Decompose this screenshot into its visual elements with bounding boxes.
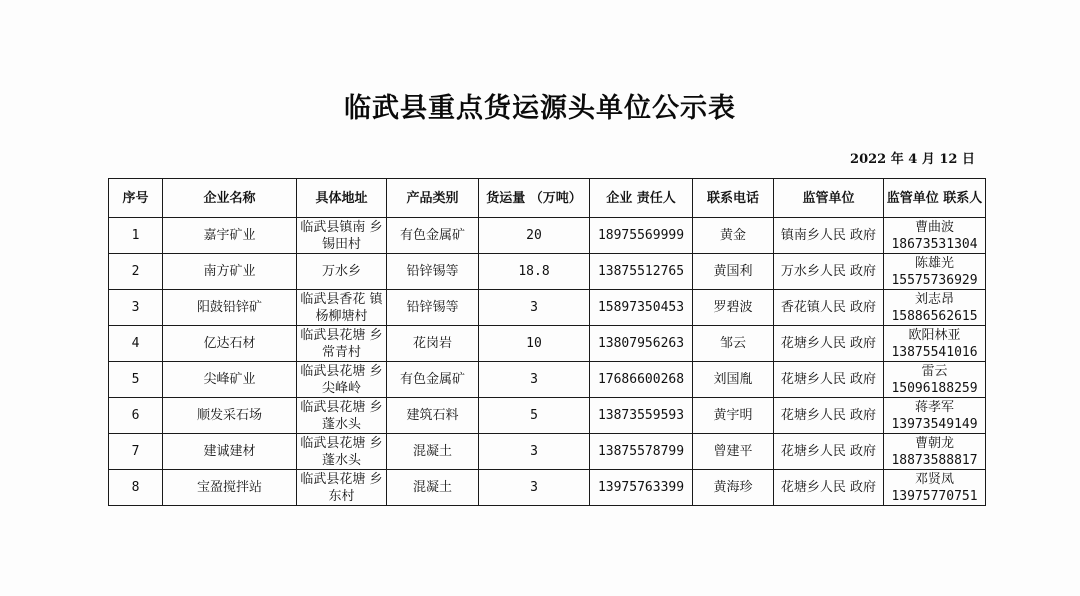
cell-person: 黄国利 (693, 254, 774, 290)
cell-volume: 3 (479, 470, 590, 506)
cell-supervisor: 花塘乡人民 政府 (774, 398, 884, 434)
cell-person: 曾建平 (693, 434, 774, 470)
document-date: 2022 年 4 月 12 日 (850, 152, 975, 167)
cell-company: 阳鼓铅锌矿 (163, 290, 297, 326)
cell-category: 混凝土 (387, 470, 479, 506)
cell-supervisor-contact (884, 434, 986, 470)
cell-company: 亿达石材 (163, 326, 297, 362)
cell-phone: 15897350453 (590, 290, 693, 326)
table-body (109, 218, 986, 506)
cell-supervisor-contact (884, 362, 986, 398)
cell-company: 南方矿业 (163, 254, 297, 290)
cell-no: 7 (109, 434, 163, 470)
table-row (109, 254, 986, 290)
cell-no: 3 (109, 290, 163, 326)
cell-person: 罗碧波 (693, 290, 774, 326)
cell-category: 有色金属矿 (387, 362, 479, 398)
cell-volume: 3 (479, 290, 590, 326)
cell-phone: 13873559593 (590, 398, 693, 434)
document-title: 临武县重点货运源头单位公示表 (344, 93, 736, 124)
cell-volume: 5 (479, 398, 590, 434)
cell-address: 临武县花塘 乡尖峰岭 (297, 362, 387, 398)
table-row (109, 398, 986, 434)
cell-phone: 13875578799 (590, 434, 693, 470)
cell-company: 顺发采石场 (163, 398, 297, 434)
table-row (109, 470, 986, 506)
table-row (109, 362, 986, 398)
cell-phone: 13875512765 (590, 254, 693, 290)
contact-name: 曹曲波 (914, 219, 954, 235)
header-address: 具体地址 (297, 179, 387, 218)
cell-no: 1 (109, 218, 163, 254)
cell-person: 邹云 (693, 326, 774, 362)
cell-volume: 10 (479, 326, 590, 362)
cell-no: 4 (109, 326, 163, 362)
table-header-row (109, 179, 986, 218)
contact-phone: 13975770751 (891, 488, 978, 504)
cell-supervisor-contact (884, 254, 986, 290)
table-row (109, 326, 986, 362)
contact-name: 曹朝龙 (914, 435, 954, 451)
cell-supervisor: 香花镇人民 政府 (774, 290, 884, 326)
cell-supervisor: 花塘乡人民 政府 (774, 326, 884, 362)
header-supervisor: 监管单位 (774, 179, 884, 218)
cell-address: 临武县香花 镇杨柳塘村 (297, 290, 387, 326)
contact-phone: 13973549149 (891, 416, 978, 432)
cell-supervisor-contact (884, 326, 986, 362)
header-supervisor-contact: 监管单位 联系人 (884, 179, 986, 218)
table-row (109, 218, 986, 254)
contact-phone: 15575736929 (891, 272, 978, 288)
cell-no: 8 (109, 470, 163, 506)
cell-supervisor-contact (884, 398, 986, 434)
cell-company: 建诚建材 (163, 434, 297, 470)
cell-supervisor: 镇南乡人民 政府 (774, 218, 884, 254)
cell-address: 万水乡 (297, 254, 387, 290)
cell-person: 黄金 (693, 218, 774, 254)
cell-category: 铅锌锡等 (387, 290, 479, 326)
contact-phone: 15096188259 (891, 380, 978, 396)
table-row (109, 434, 986, 470)
cell-address: 临武县花塘 乡蓬水头 (297, 434, 387, 470)
cell-category: 混凝土 (387, 434, 479, 470)
contact-phone: 18873588817 (891, 452, 978, 468)
cell-volume: 18.8 (479, 254, 590, 290)
cell-no: 2 (109, 254, 163, 290)
cell-supervisor: 花塘乡人民 政府 (774, 362, 884, 398)
cell-phone: 18975569999 (590, 218, 693, 254)
header-no: 序号 (109, 179, 163, 218)
header-volume: 货运量 （万吨） (479, 179, 590, 218)
header-person: 企业 责任人 (590, 179, 693, 218)
cell-volume: 3 (479, 362, 590, 398)
contact-name: 蒋孝军 (914, 399, 954, 415)
cell-category: 建筑石料 (387, 398, 479, 434)
cell-person: 黄海珍 (693, 470, 774, 506)
cell-phone: 17686600268 (590, 362, 693, 398)
cell-no: 6 (109, 398, 163, 434)
contact-name: 欧阳林亚 (908, 327, 961, 343)
cell-company: 尖峰矿业 (163, 362, 297, 398)
contact-name: 雷云 (921, 363, 948, 379)
cell-company: 嘉宇矿业 (163, 218, 297, 254)
header-category: 产品类别 (387, 179, 479, 218)
contact-name: 陈雄光 (914, 255, 954, 271)
cell-category: 铅锌锡等 (387, 254, 479, 290)
header-phone: 联系电话 (693, 179, 774, 218)
cell-category: 花岗岩 (387, 326, 479, 362)
cell-address: 临武县花塘 乡常青村 (297, 326, 387, 362)
cell-address: 临武县镇南 乡锡田村 (297, 218, 387, 254)
cell-person: 刘国胤 (693, 362, 774, 398)
header-company: 企业名称 (163, 179, 297, 218)
cell-category: 有色金属矿 (387, 218, 479, 254)
contact-phone: 18673531304 (891, 236, 978, 252)
contact-phone: 15886562615 (891, 308, 978, 324)
cell-supervisor: 花塘乡人民 政府 (774, 470, 884, 506)
cell-volume: 3 (479, 434, 590, 470)
cell-address: 临武县花塘 乡蓬水头 (297, 398, 387, 434)
contact-name: 邓贤凤 (914, 471, 954, 487)
cell-no: 5 (109, 362, 163, 398)
cell-company: 宝盈搅拌站 (163, 470, 297, 506)
cell-phone: 13807956263 (590, 326, 693, 362)
cell-supervisor-contact (884, 218, 986, 254)
cell-volume: 20 (479, 218, 590, 254)
cell-supervisor-contact (884, 290, 986, 326)
cell-person: 黄宇明 (693, 398, 774, 434)
cell-supervisor: 花塘乡人民 政府 (774, 434, 884, 470)
contact-phone: 13875541016 (891, 344, 978, 360)
contact-name: 刘志昂 (914, 291, 954, 307)
freight-source-table (108, 178, 986, 506)
table-row (109, 290, 986, 326)
cell-supervisor-contact (884, 470, 986, 506)
cell-phone: 13975763399 (590, 470, 693, 506)
cell-address: 临武县花塘 乡东村 (297, 470, 387, 506)
cell-supervisor: 万水乡人民 政府 (774, 254, 884, 290)
